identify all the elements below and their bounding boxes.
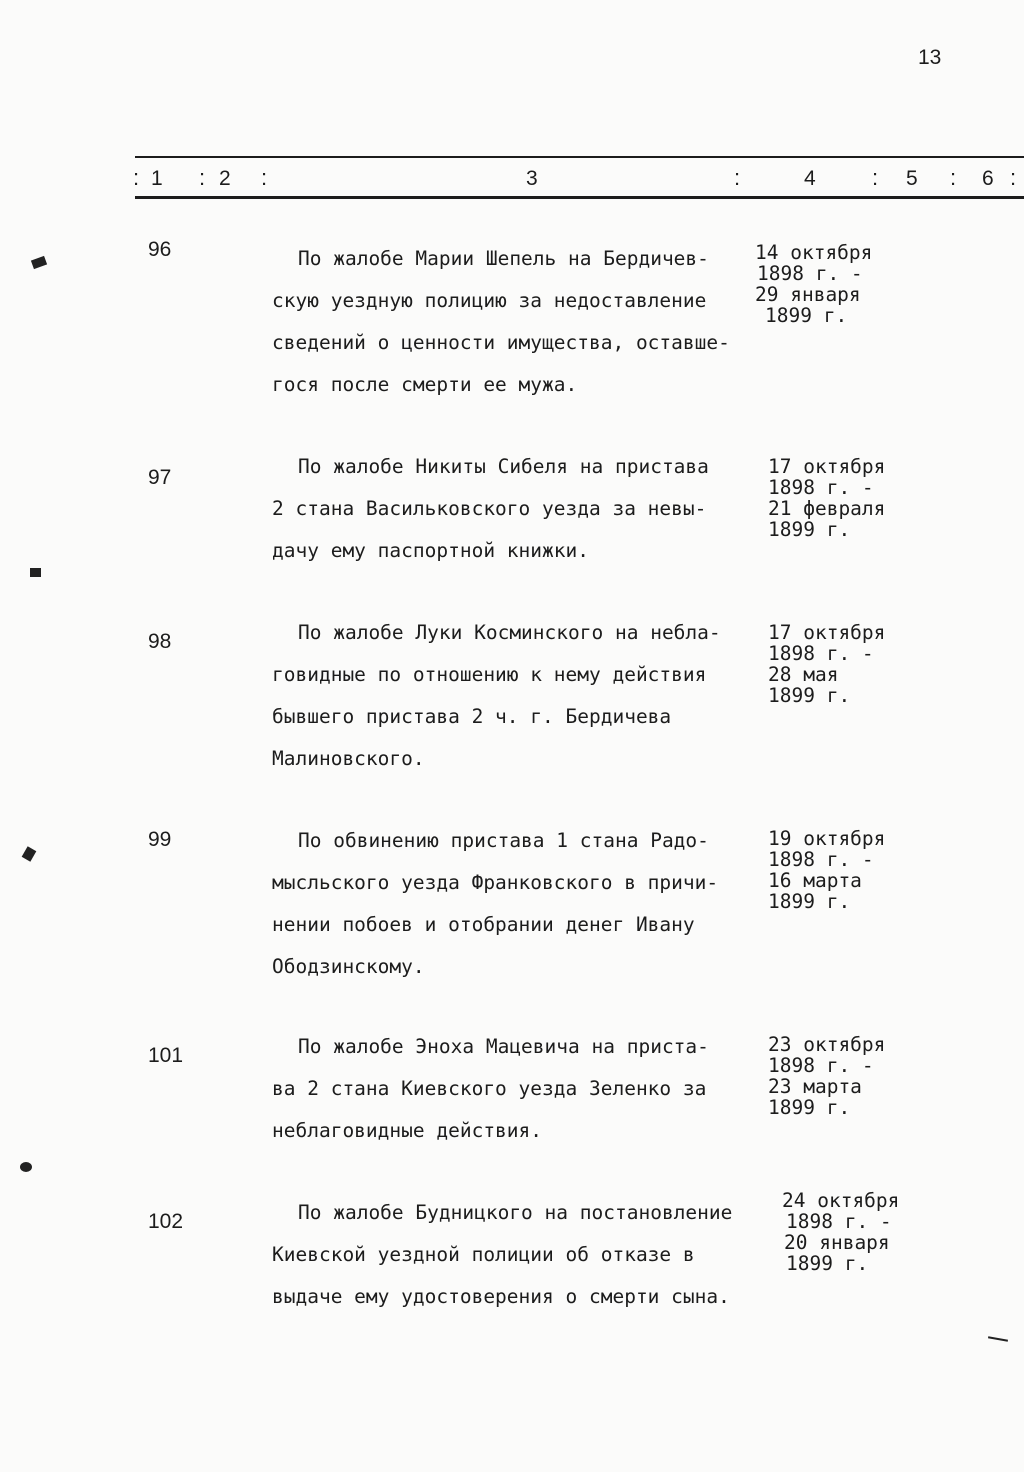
entry-number: 101 <box>148 1044 184 1067</box>
page-number: 13 <box>918 46 942 69</box>
date-line: 1898 г. - <box>786 1210 892 1233</box>
column-separator: : <box>872 165 879 190</box>
column-header-5: 5 <box>906 167 918 190</box>
column-header-3: 3 <box>526 167 538 190</box>
description-line: По жалобе Эноха Мацевича на приста- <box>298 1035 709 1058</box>
date-line: 1899 г. <box>786 1252 869 1275</box>
column-separator: : <box>133 165 140 190</box>
date-line: 1898 г. - <box>768 642 874 665</box>
date-line: 1899 г. <box>768 518 851 541</box>
description-line: говидные по отношению к нему действия <box>272 663 707 686</box>
column-separator: : <box>261 165 268 190</box>
column-header-4: 4 <box>804 167 816 190</box>
date-line: 16 марта <box>768 869 862 892</box>
column-separator: : <box>734 165 741 190</box>
header-rule-bottom <box>135 196 1024 199</box>
date-line: 1899 г. <box>768 1096 851 1119</box>
column-header-2: 2 <box>219 167 231 190</box>
description-line: По жалобе Марии Шепель на Бердичев- <box>298 247 709 270</box>
date-line: 23 марта <box>768 1075 862 1098</box>
entry-description <box>272 612 772 780</box>
entry-description <box>272 820 772 988</box>
date-line: 23 октября <box>768 1033 886 1056</box>
column-header-1: 1 <box>151 167 163 190</box>
column-separator: : <box>1010 165 1017 190</box>
description-line: сведений о ценности имущества, оставше- <box>272 331 730 354</box>
entry-number: 97 <box>148 466 172 489</box>
entry-description <box>272 1026 772 1152</box>
description-line: Малиновского. <box>272 747 425 770</box>
entry-dates <box>768 1034 885 1118</box>
header-rule-top <box>135 156 1024 158</box>
entry-number: 98 <box>148 630 172 653</box>
entry-description <box>272 446 772 572</box>
description-line: выдаче ему удостоверения о смерти сына. <box>272 1285 730 1308</box>
entry-description <box>272 1192 772 1318</box>
date-line: 1898 г. - <box>768 848 874 871</box>
date-line: 17 октября <box>768 621 886 644</box>
entry-number: 96 <box>148 238 172 261</box>
description-line: бывшего пристава 2 ч. г. Бердичева <box>272 705 672 728</box>
date-line: 1898 г. - <box>768 476 874 499</box>
description-line: Киевской уездной полиции об отказе в <box>272 1243 695 1266</box>
column-header-6: 6 <box>982 167 994 190</box>
date-line: 20 января <box>784 1231 890 1254</box>
binding-mark <box>31 256 47 269</box>
entry-dates <box>782 1190 899 1274</box>
column-separator: : <box>950 165 957 190</box>
description-line: По жалобе Луки Косминского на небла- <box>298 621 721 644</box>
scan-mark <box>988 1336 1008 1341</box>
description-line: нении побоев и отобрании денег Ивану <box>272 913 695 936</box>
description-line: 2 стана Васильковского уезда за невы- <box>272 497 707 520</box>
entry-dates <box>768 828 885 912</box>
description-line: мысльского уезда Франковского в причи- <box>272 871 719 894</box>
date-line: 1898 г. - <box>757 262 863 285</box>
entry-dates <box>755 242 872 326</box>
entry-number: 102 <box>148 1210 184 1233</box>
description-line: По жалобе Никиты Сибеля на пристава <box>298 455 709 478</box>
date-line: 19 октября <box>768 827 886 850</box>
description-line: Ободзинскому. <box>272 955 425 978</box>
date-line: 14 октября <box>755 241 873 264</box>
description-line: скую уездную полицию за недоставление <box>272 289 707 312</box>
binding-mark <box>22 846 37 861</box>
date-line: 24 октября <box>782 1189 900 1212</box>
description-line: неблаговидные действия. <box>272 1119 543 1142</box>
binding-mark <box>20 1162 32 1172</box>
date-line: 1898 г. - <box>768 1054 874 1077</box>
description-line: По обвинению пристава 1 стана Радо- <box>298 829 709 852</box>
description-line: По жалобе Будницкого на постановление <box>298 1201 733 1224</box>
entry-description <box>272 238 772 406</box>
date-line: 21 февраля <box>768 497 886 520</box>
description-line: гося после смерти ее мужа. <box>272 373 578 396</box>
description-line: ва 2 стана Киевского уезда Зеленко за <box>272 1077 707 1100</box>
date-line: 29 января <box>755 283 861 306</box>
column-separator: : <box>199 165 206 190</box>
date-line: 28 мая <box>768 663 839 686</box>
entry-dates <box>768 622 885 706</box>
entry-dates <box>768 456 885 540</box>
entry-number: 99 <box>148 828 172 851</box>
date-line: 1899 г. <box>765 304 848 327</box>
binding-mark <box>30 568 41 577</box>
date-line: 1899 г. <box>768 684 851 707</box>
description-line: дачу ему паспортной книжки. <box>272 539 589 562</box>
date-line: 17 октября <box>768 455 886 478</box>
date-line: 1899 г. <box>768 890 851 913</box>
